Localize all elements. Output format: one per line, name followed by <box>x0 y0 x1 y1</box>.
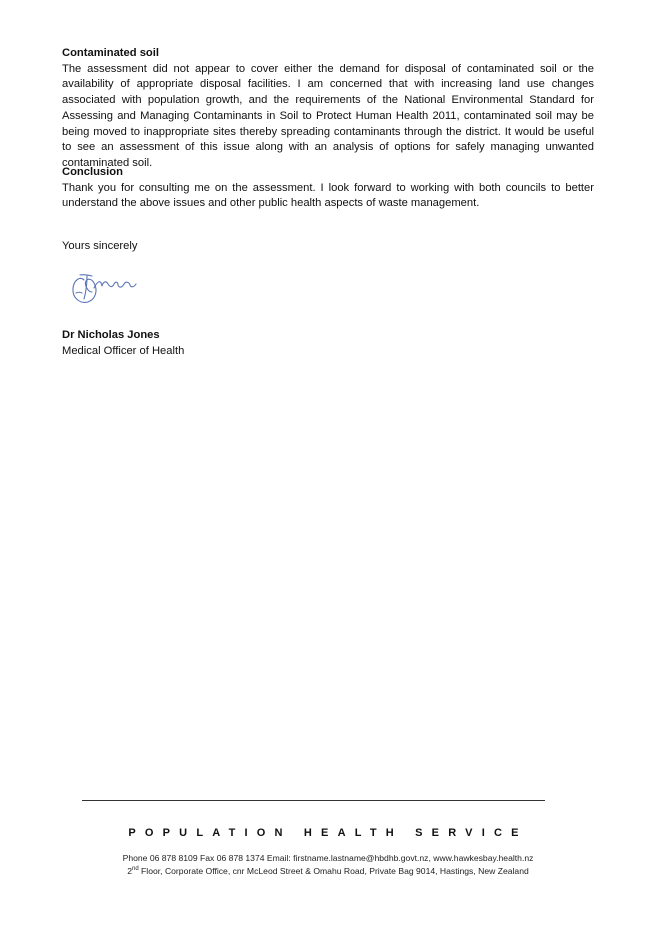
floor-number: 2 <box>127 866 132 876</box>
signer-title: Medical Officer of Health <box>62 344 185 357</box>
section-heading: Contaminated soil <box>62 47 159 59</box>
closing-salutation: Yours sincerely <box>62 240 138 252</box>
footer-divider <box>82 800 545 801</box>
footer-contact: Phone 06 878 8109 Fax 06 878 1374 Email: firstname.lastname@hbdhb.govt.nz, www.hawkesbay.health.nz <box>122 853 534 863</box>
footer-address <box>0 866 656 876</box>
section-paragraph: The assessment did not appear to cover either the demand for disposal of contaminated soil or the availability of appropriate disposal facilities. I am concerned that with increasing land use changes associated with population growth, and the requirements of the National Environmental Standard for Assessing and Managing Contaminants in Soil to Protect Human Health 2011, contaminated soil may be being moved to inappropriate sites thereby spreading contaminants through the district. It would be useful to see an assessment of this issue along with an analysis of options for safely managing unwanted contaminated soil. <box>62 62 594 169</box>
floor-suffix: nd <box>131 866 139 873</box>
section-conclusion <box>62 165 594 212</box>
section-paragraph: Thank you for consulting me on the assessment. I look forward to working with both councils to better understand the above issues and other public health aspects of waste management. <box>62 181 594 210</box>
handwritten-signature-icon <box>66 266 142 310</box>
address-text: Floor, Corporate Office, cnr McLeod Street & Omahu Road, Private Bag 9014, Hastings, New Zealand <box>138 866 529 876</box>
signer-name: Dr Nicholas Jones <box>62 329 160 341</box>
section-contaminated-soil <box>62 46 594 172</box>
section-heading: Conclusion <box>62 166 123 178</box>
footer-organization: POPULATION HEALTH SERVICE <box>128 827 528 839</box>
signer-block <box>62 328 594 359</box>
